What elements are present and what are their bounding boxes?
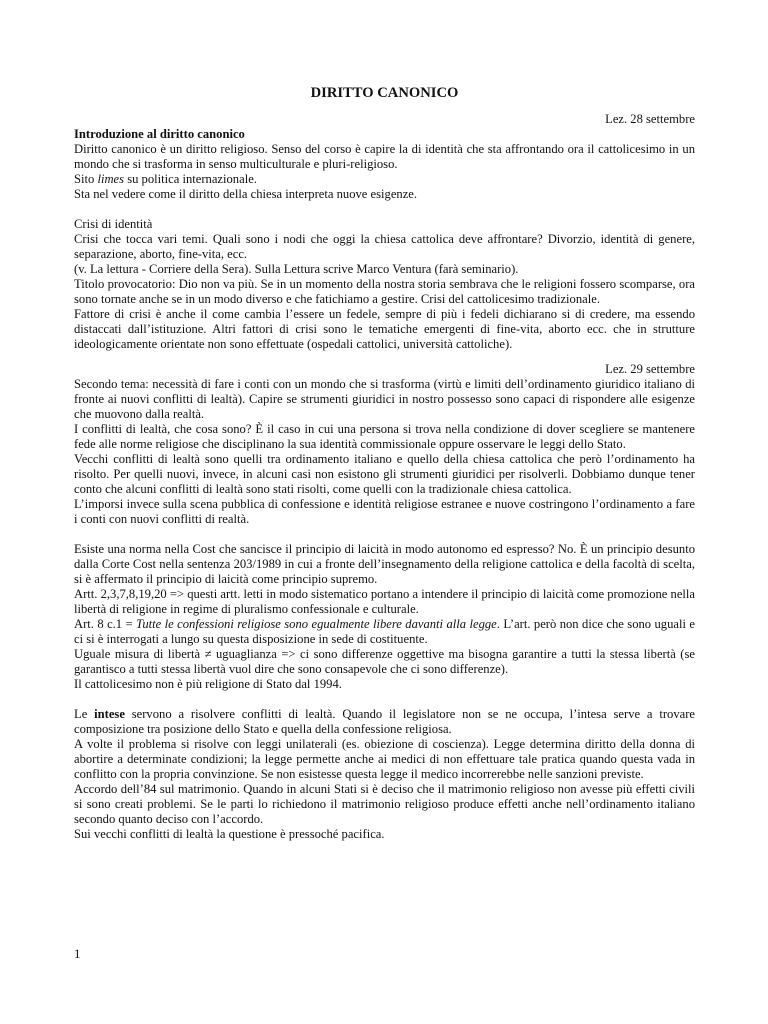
- section-heading: Crisi di identità: [74, 217, 153, 231]
- spacer: [74, 692, 695, 707]
- italic-text: Tutte le confessioni religiose sono egualmente libere davanti alla legge: [136, 617, 497, 631]
- paragraph: Sta nel vedere come il diritto della chiesa interpreta nuove esigenze.: [74, 187, 418, 201]
- spacer: [74, 352, 695, 362]
- paragraph: [74, 707, 695, 737]
- paragraph: Crisi che tocca vari temi. Quali sono i nodi che oggi la chiesa cattolica deve affrontare? Divorzio, identità di genere, separazione, aborto, fine-vita, ecc.: [74, 232, 695, 261]
- paragraph: (v. La lettura - Corriere della Sera). Sulla Lettura scrive Marco Ventura (farà seminario).: [74, 262, 519, 276]
- lesson-date: Lez. 28 settembre: [605, 112, 695, 126]
- paragraph: Diritto canonico è un diritto religioso. Senso del corso è capire la di identità che sta affrontando ora il cattolicesimo in un mondo che si trasforma in senso multiculturale e pluri-religioso.: [74, 142, 695, 171]
- paragraph: Accordo dell’84 sul matrimonio. Quando in alcuni Stati si è deciso che il matrimonio religioso non avesse più effetti civili si sono creati problemi. Se le parti lo richiedono il matrimonio religioso produce effetti anche nell’ordinamento italiano secondo quanto deciso con l’accordo.: [74, 782, 695, 826]
- paragraph: Vecchi conflitti di lealtà sono quelli tra ordinamento italiano e quello della chiesa cattolica che però l’ordinamento ha risolto. Per quelli nuovi, invece, in alcuni casi non esistono gli strumenti giuridici per risolverli. Dobbiamo dunque tener conto che alcuni conflitti di lealtà sono stati risolti, come quelli con la tradizionale chiesa cattolica.: [74, 452, 695, 496]
- section-heading: Introduzione al diritto canonico: [74, 127, 245, 141]
- paragraph: Fattore di crisi è anche il come cambia l’essere un fedele, sempre di più i fedeli dichiarano si di credere, ma essendo distaccati dall’istituzione. Altri fattori di crisi sono le tematiche emergenti di fine-vita, aborto ecc. che in strutture ideologicamente orientate non sono effettuate (ospedali cattolici, università cattoliche).: [74, 307, 695, 351]
- spacer: [74, 202, 695, 217]
- paragraph: A volte il problema si risolve con leggi unilaterali (es. obiezione di coscienza). Legge determina diritto della donna di abortire a determinate condizioni; la legge permette anche ai medici di non effettuare tale pratica quando questa vada in conflitto con la propria convinzione. Se non esistesse questa legge il medico incorrerebbe nelle sanzioni previste.: [74, 737, 695, 781]
- document-title: DIRITTO CANONICO: [310, 85, 459, 101]
- document-page: [74, 84, 695, 842]
- text-run: servono a risolvere conflitti di lealtà. Quando il legislatore non se ne occupa, l’intesa serve a trovare composizione tra posizione dello Stato e quella della confessione religiosa.: [74, 707, 695, 736]
- paragraph: L’imporsi invece sulla scena pubblica di confessione e identità religiose estranee e nuove costringono l’ordinamento a fare i conti con nuovi conflitti di realtà.: [74, 497, 695, 526]
- text-run: . L’art. però non dice che sono uguali e ci si è interrogati a lungo su questa disposizione in sede di costituente.: [74, 617, 696, 646]
- paragraph: Il cattolicesimo non è più religione di Stato dal 1994.: [74, 677, 342, 691]
- paragraph: Sui vecchi conflitti di lealtà la questione è pressoché pacifica.: [74, 827, 385, 841]
- spacer: [74, 527, 695, 542]
- lesson-date: Lez. 29 settembre: [605, 362, 695, 376]
- text-run: su politica internazionale.: [124, 172, 257, 186]
- paragraph: [74, 617, 695, 647]
- page-number: 1: [74, 946, 81, 961]
- bold-text: intese: [94, 707, 125, 721]
- italic-text: limes: [97, 172, 125, 186]
- paragraph: Secondo tema: necessità di fare i conti con un mondo che si trasforma (virtù e limiti dell’ordinamento giuridico italiano di fronte ai nuovi conflitti di lealtà). Capire se strumenti giuridici in nostro possesso sono capaci di rispondere alle esigenze che muovono dalla realtà.: [74, 377, 695, 421]
- text-run: Sito: [74, 172, 98, 186]
- paragraph: [74, 172, 695, 187]
- paragraph: I conflitti di lealtà, che cosa sono? È il caso in cui una persona si trova nella condizione di dover scegliere se mantenere fede alle norme religiose che disciplinano la sua identità commissionale oppure osservare le leggi dello Stato.: [74, 422, 695, 451]
- text-run: Le: [74, 707, 95, 721]
- paragraph: Uguale misura di libertà ≠ uguaglianza => ci sono differenze oggettive ma bisogna garantire a tutti la stessa libertà (se garantisco a tutti stessa libertà vuol dire che sono consapevole che ci sono differenze).: [74, 647, 695, 676]
- text-run: Art. 8 c.1 =: [74, 617, 137, 631]
- paragraph: Artt. 2,3,7,8,19,20 => questi artt. letti in modo sistematico portano a intendere il principio di laicità come promozione nella libertà di religione in regime di pluralismo confessionale e culturale.: [74, 587, 696, 616]
- paragraph: Esiste una norma nella Cost che sancisce il principio di laicità in modo autonomo ed espresso? No. È un principio desunto dalla Corte Cost nella sentenza 203/1989 in cui a fronte dell’insegnamento della religione cattolica e della facoltà di scelta, si è affermato il principio di laicità come principio supremo.: [74, 542, 695, 586]
- paragraph: Titolo provocatorio: Dio non va più. Se in un momento della nostra storia sembrava che le religioni fossero scomparse, ora sono tornate anche se in un modo diverso e che fatichiamo a gestire. Crisi del cattolicesimo tradizionale.: [74, 277, 695, 306]
